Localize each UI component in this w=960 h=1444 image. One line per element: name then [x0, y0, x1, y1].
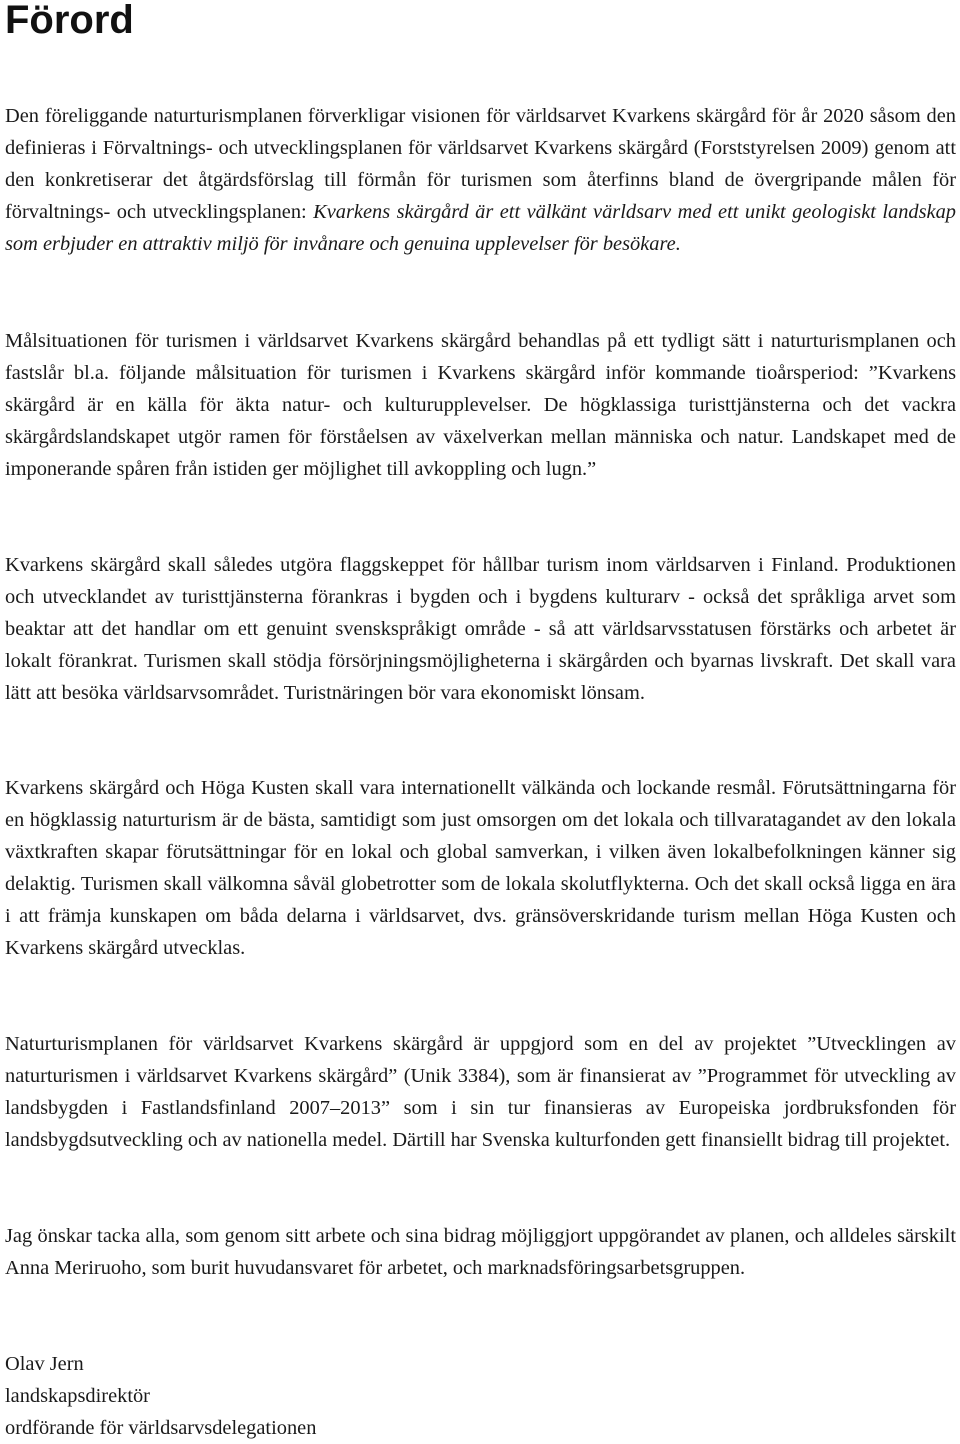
vision-statement: Kvarkens skärgård är ett välkänt världsarv med ett unikt geologiskt landskap som erbjuder en attraktiv miljö för invånare och genuina upplevelser för besökare.	[5, 201, 956, 255]
signature-block	[5, 1348, 316, 1444]
paragraph-intro-text: Den föreliggande naturturismplanen förverkligar visionen för världsarvet Kvarkens skärgård för år 2020 såsom den definieras i Förvaltnings- och utvecklingsplanen för världsarvet Kvarkens skärgård (Forststyrelsen 2009) genom att den konkretiserar det åtgärdsförslag till förmån för turismen som återfinns bland de övergripande målen för förvaltnings- och utvecklingsplanen:	[5, 105, 956, 223]
page-title: Förord	[5, 0, 134, 42]
signature-title: landskapsdirektör	[5, 1385, 150, 1407]
paragraph-thanks: Jag önskar tacka alla, som genom sitt arbete och sina bidrag möjliggjort uppgörandet av planen, och alldeles särskilt Anna Meriruoho, som burit huvudansvaret för arbetet, och marknadsföringsarbetsgruppen.	[5, 1225, 956, 1279]
paragraph-intro	[5, 100, 956, 260]
signature-name: Olav Jern	[5, 1353, 84, 1375]
paragraph-flagship: Kvarkens skärgård skall således utgöra flaggskeppet för hållbar turism inom världsarven i Finland. Produktionen och utvecklandet av turisttjänsterna förankras i bygden och i bygdens kulturarv - också det språkliga arvet som beaktar att det handlar om ett genuint svenskspråkigt område - så att världsarvsstatusen förstärks och arbetet är lokalt förankrat. Turismen skall stödja försörjningsmöjligheterna i skärgården och byarnas livskraft. Det skall vara lätt att besöka världsarvsområdet. Turistnäringen bör vara ekonomiskt lönsam.	[5, 554, 956, 704]
paragraph-international: Kvarkens skärgård och Höga Kusten skall vara internationellt välkända och lockande resmål. Förutsättningarna för en högklassig naturturism är de bästa, samtidigt som just omsorgen om det lokala och tillvaratagandet av den lokala växtkraften skapar förutsättningar för en lokal och global samverkan, i vilken även lokalbefolkningen känner sig delaktig. Turismen skall välkomna såväl globetrotter som de lokala skolutflykterna. Och det skall också ligga en ära i att främja kunskapen om båda delarna i världsarvet, dvs. gränsöverskridande turism mellan Höga Kusten och Kvarkens skärgård utvecklas.	[5, 777, 956, 959]
signature-role: ordförande för världsarvsdelegationen	[5, 1417, 317, 1439]
paragraph-project: Naturturismplanen för världsarvet Kvarkens skärgård är uppgjord som en del av projektet ”Utvecklingen av naturturismen i världsarvet Kvarkens skärgård” (Unik 3384), som är finansierat av ”Programmet för utveckling av landsbygden i Fastlandsfinland 2007–2013” som i sin tur finansieras av Europeiska jordbruksfonden för landsbygdsutveckling och av nationella medel. Därtill har Svenska kulturfonden gett finansiellt bidrag till projektet.	[5, 1033, 956, 1151]
paragraph-target-situation: Målsituationen för turismen i världsarvet Kvarkens skärgård behandlas på ett tydligt sätt i naturturismplanen och fastslår bl.a. följande målsituation för turismen i Kvarkens skärgård inför kommande tioårsperiod: ”Kvarkens skärgård är en källa för äkta natur- och kulturupplevelser. De högklassiga turisttjänsterna och det vackra skärgårdslandskapet utgör ramen för förståelsen av växelverkan mellan människa och natur. Landskapet med de imponerande spåren från istiden ger möjlighet till avkoppling och lugn.”	[5, 330, 956, 480]
